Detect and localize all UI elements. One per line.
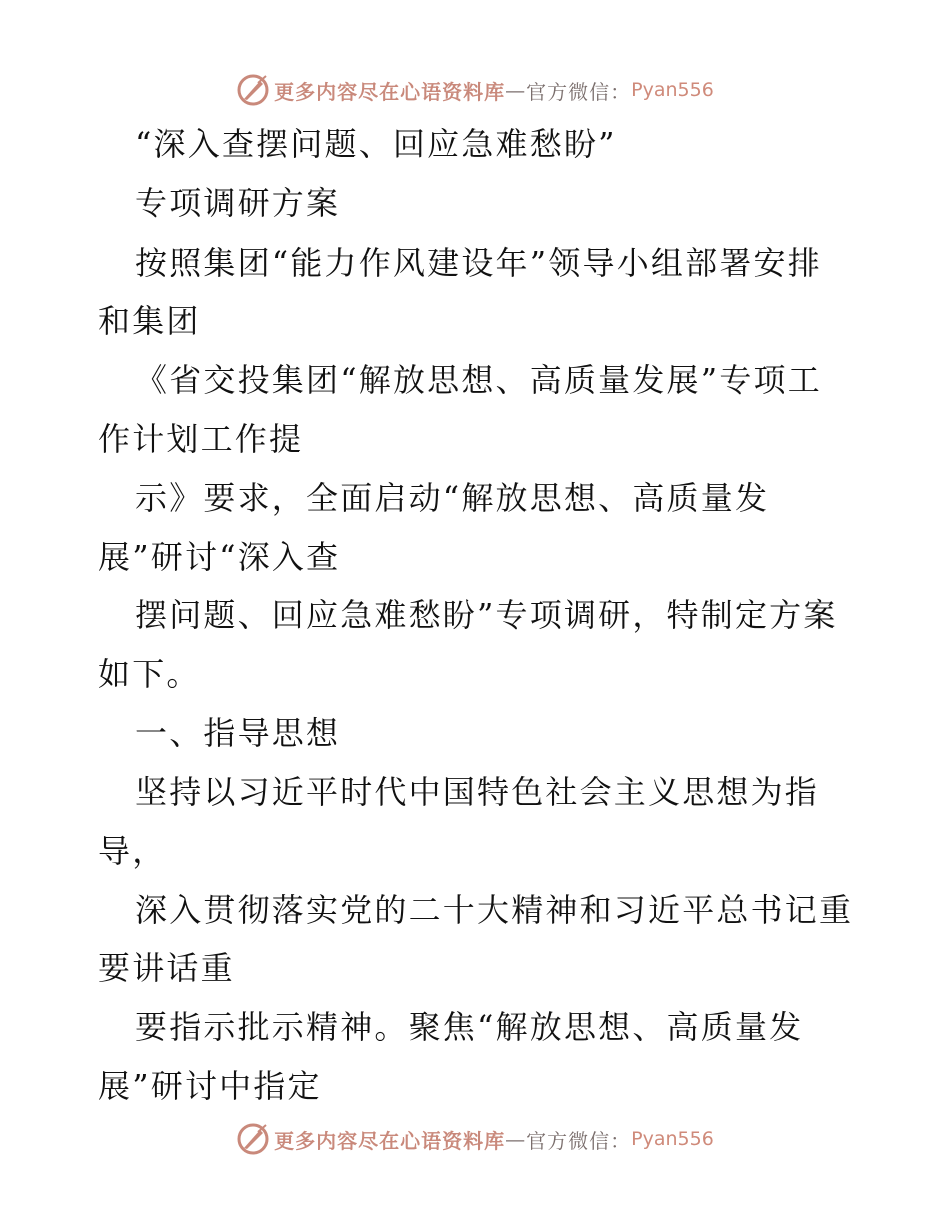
paragraph-line: 《省交投集团“解放思想、高质量发展”专项工 bbox=[135, 361, 822, 399]
paragraph-line: 坚持以习近平时代中国特色社会主义思想为指 bbox=[135, 773, 820, 811]
watermark-wechat-id: Pyan556 bbox=[631, 1128, 714, 1150]
doc-title-line-2: 专项调研方案 bbox=[135, 184, 341, 222]
watermark-wechat-id: Pyan556 bbox=[631, 79, 714, 101]
watermark-main-text: 更多内容尽在心语资料库 bbox=[274, 79, 506, 104]
paragraph-line: 摆问题、回应急难愁盼”专项调研，特制定方案 bbox=[135, 596, 838, 634]
watermark-dash: — bbox=[505, 78, 527, 102]
paragraph-line: 展”研讨“深入查 bbox=[98, 538, 341, 576]
watermark-dash: — bbox=[505, 1127, 527, 1151]
paragraph-line: 作计划工作提 bbox=[98, 420, 304, 458]
paragraph-line: 要指示批示精神。聚焦“解放思想、高质量发 bbox=[135, 1008, 804, 1046]
quill-pen-circle-icon bbox=[236, 73, 270, 107]
paragraph-line: 如下。 bbox=[98, 655, 201, 693]
doc-title-line-1: “深入查摆问题、回应急难愁盼” bbox=[135, 125, 617, 163]
paragraph-line: 展”研讨中指定 bbox=[98, 1067, 322, 1105]
watermark-footer bbox=[0, 1119, 950, 1159]
paragraph-line: 导， bbox=[98, 832, 167, 870]
watermark-header bbox=[0, 70, 950, 110]
quill-pen-circle-icon bbox=[236, 1122, 270, 1156]
watermark-main-text: 更多内容尽在心语资料库 bbox=[274, 1128, 506, 1153]
paragraph-line: 示》要求，全面启动“解放思想、高质量发 bbox=[135, 479, 770, 517]
watermark-sub-text: 官方微信： bbox=[526, 79, 632, 104]
paragraph-line: 按照集团“能力作风建设年”领导小组部署安排 bbox=[135, 244, 822, 282]
watermark-sub-text: 官方微信： bbox=[526, 1128, 632, 1153]
paragraph-line: 深入贯彻落实党的二十大精神和习近平总书记重 bbox=[135, 891, 854, 929]
section-heading: 一、指导思想 bbox=[135, 714, 341, 752]
paragraph-line: 要讲话重 bbox=[98, 949, 235, 987]
paragraph-line: 和集团 bbox=[98, 302, 201, 340]
